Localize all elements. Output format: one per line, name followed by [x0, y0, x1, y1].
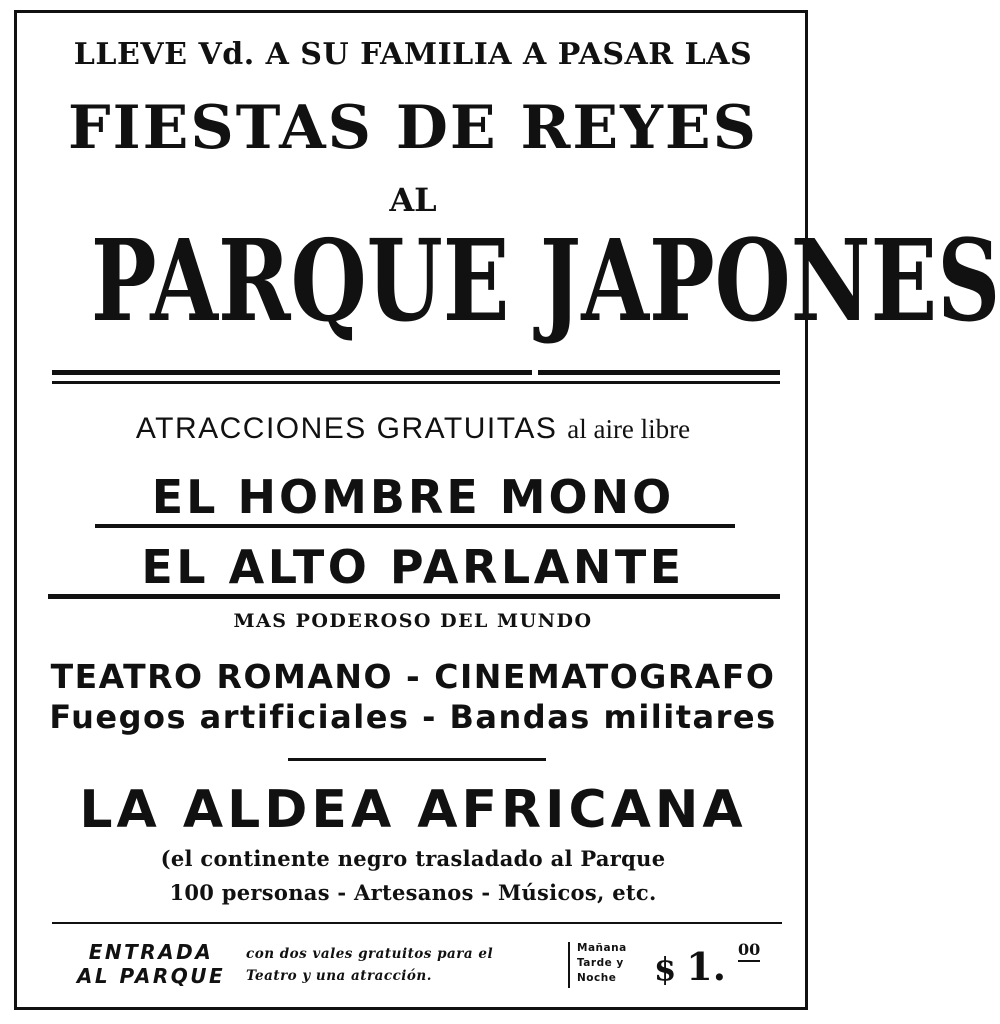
attractions-main: ATRACCIONES GRATUITAS — [135, 412, 558, 445]
invitation-line: LLEVE Vd. A SU FAMILIA A PASAR LAS — [73, 37, 753, 72]
vales-line: con dos vales gratuitos para el — [246, 946, 494, 962]
currency-sign: $ — [654, 950, 677, 988]
act-subtitle: MAS PODEROSO DEL MUNDO — [233, 610, 593, 632]
divider-rule — [52, 370, 532, 375]
feature-line: (el continente negro trasladado al Parque — [160, 846, 666, 871]
act-alto-parlante: EL ALTO PARLANTE — [141, 540, 685, 594]
act-teatro-cine: TEATRO ROMANO - CINEMATOGRAFO — [50, 657, 776, 696]
short-divider — [288, 758, 546, 761]
underline-rule — [48, 594, 780, 599]
schedule-note — [577, 941, 641, 986]
feature-line: 100 personas - Artesanos - Músicos, etc. — [169, 880, 657, 905]
venue-title: PARQUE JAPONES — [90, 216, 1000, 347]
act-hombre-mono: EL HOMBRE MONO — [151, 470, 675, 524]
act-fuegos-bandas: Fuegos artificiales - Bandas militares — [49, 698, 777, 736]
footer-rule — [52, 922, 782, 924]
price-whole: 1. — [686, 944, 726, 989]
price — [654, 940, 764, 989]
entrada-label — [66, 940, 236, 988]
schedule-line: Tarde y — [577, 957, 624, 969]
schedule-line: Noche — [577, 972, 617, 984]
price-cents: 00 — [738, 942, 760, 962]
attractions-tail: al aire libre — [567, 414, 691, 444]
vales-note — [246, 943, 556, 987]
attractions-heading — [0, 414, 826, 444]
schedule-line: Mañana — [577, 942, 627, 954]
connector-word: AL — [389, 181, 437, 219]
divider-rule — [538, 370, 780, 375]
entrada-line: ENTRADA — [88, 940, 214, 964]
event-title: FIESTAS DE REYES — [67, 93, 758, 163]
vales-line: Teatro y una atracción. — [246, 968, 432, 984]
feature-title: LA ALDEA AFRICANA — [79, 780, 747, 840]
divider-rule — [52, 381, 780, 384]
underline-rule — [95, 524, 735, 528]
entrada-line: AL PARQUE — [76, 964, 226, 988]
footer-separator — [568, 942, 570, 988]
